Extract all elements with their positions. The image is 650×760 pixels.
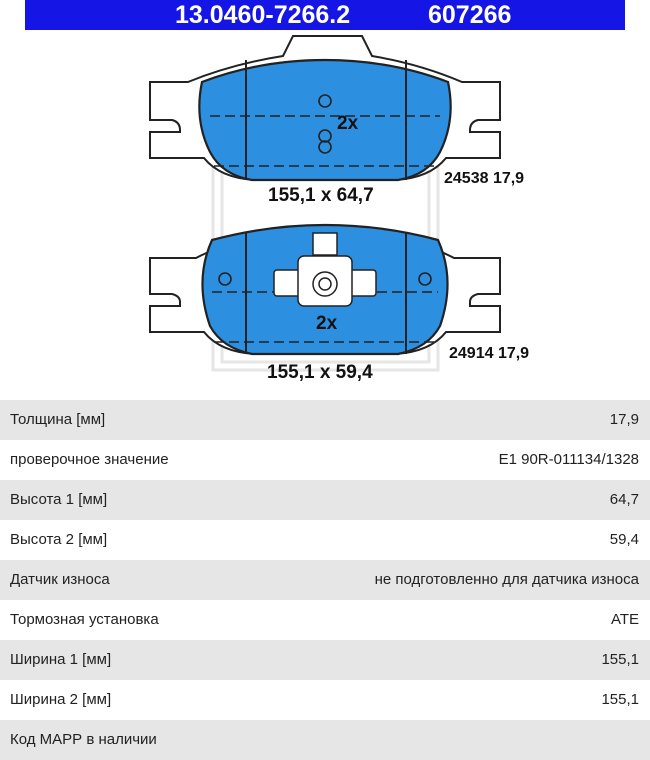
product-header [25,0,625,30]
top-pad-friction [199,60,450,180]
spec-label: Толщина [мм] [10,411,106,428]
part-number: 13.0460-7266.2 [175,1,351,29]
bottom-pad-quantity: 2x [316,313,338,334]
bottom-pad-dimensions: 155,1 x 59,4 [267,362,373,383]
spec-label: Ширина 2 [мм] [10,691,112,708]
spec-row-test-value [0,440,650,480]
spec-table [0,400,650,760]
top-pad-quantity: 2x [337,113,359,134]
spec-row-height-2 [0,520,650,560]
spec-label: Высота 2 [мм] [10,531,108,548]
spec-label: Ширина 1 [мм] [10,651,112,668]
brake-pad-diagram [0,30,650,390]
bottom-pad-reference: 24914 17,9 [449,345,530,362]
spec-value: E1 90R-011134/1328 [498,451,639,468]
spec-value: ATE [610,611,639,628]
bottom-pad [150,225,529,383]
spec-row-thickness [0,400,650,440]
spec-label: Тормозная установка [10,611,159,628]
spec-row-brake-system [0,600,650,640]
spec-label: Датчик износа [10,571,110,588]
spec-value: 59,4 [609,531,639,548]
top-pad [150,36,524,206]
spec-value: 17,9 [609,411,639,428]
spec-row-mapp-code [0,720,650,760]
spec-row-height-1 [0,480,650,520]
brake-pad-drawing [0,30,650,390]
spec-row-wear-sensor [0,560,650,600]
top-pad-dimensions: 155,1 x 64,7 [268,185,374,206]
spec-value: не подготовленно для датчика износа [374,571,639,588]
spec-value: 155,1 [601,651,639,668]
spec-value: 64,7 [609,491,639,508]
spec-value: 155,1 [601,691,639,708]
spec-row-width-2 [0,680,650,720]
product-code: 607266 [428,1,512,29]
spec-label: Высота 1 [мм] [10,491,108,508]
top-pad-reference: 24538 17,9 [444,170,525,187]
spec-label: Код МАРР в наличии [10,731,157,748]
spec-label: проверочное значение [10,451,169,468]
spec-row-width-1 [0,640,650,680]
